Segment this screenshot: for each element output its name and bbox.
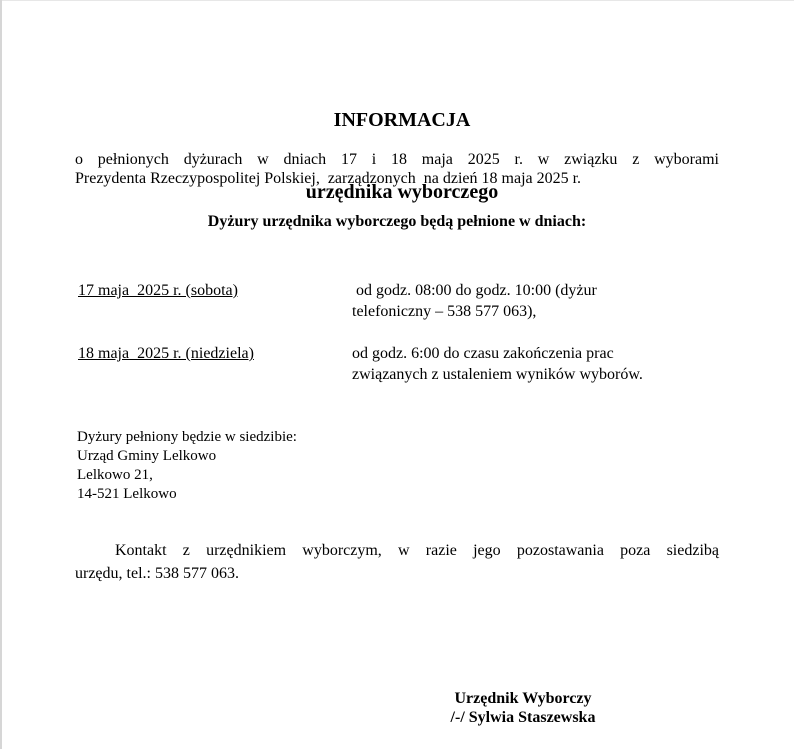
schedule-heading: Dyżury urzędnika wyborczego będą pełnione w dniach:	[207, 213, 587, 230]
schedule-time-sunday-line-1: od godz. 6:00 do czasu zakończenia prac	[352, 345, 614, 362]
title-line-1: INFORMACJA	[333, 109, 471, 131]
title-line-2: urzędnika wyborczego	[305, 181, 499, 203]
intro-paragraph	[75, 150, 719, 188]
schedule-date-sunday: 18 maja 2025 r. (niedziela)	[78, 345, 254, 362]
venue-street: Lelkowo 21,	[77, 467, 153, 483]
schedule-time-saturday-line-1: od godz. 08:00 do godz. 10:00 (dyżur	[352, 282, 597, 299]
venue-block	[77, 428, 297, 504]
intro-line-2: Prezydenta Rzeczypospolitej Polskiej, zarządzonych na dzień 18 maja 2025 r.	[75, 170, 582, 187]
venue-intro: Dyżury pełniony będzie w siedzibie:	[77, 429, 297, 445]
contact-paragraph	[75, 540, 719, 585]
contact-line-2: urzędu, tel.: 538 577 063.	[75, 564, 239, 582]
schedule-time-sunday-line-2: związanych z ustaleniem wyników wyborów.	[352, 366, 643, 383]
schedule-date-saturday: 17 maja 2025 r. (sobota)	[78, 282, 238, 299]
schedule-time-saturday	[352, 280, 742, 322]
schedule-time-sunday	[352, 343, 742, 385]
schedule-time-saturday-line-2: telefoniczny – 538 577 063),	[352, 303, 537, 320]
venue-office-name: Urząd Gminy Lelkowo	[77, 448, 217, 464]
signature-name: /-/ Sylwia Staszewska	[450, 709, 596, 726]
venue-postal-city: 14-521 Lelkowo	[77, 486, 177, 502]
page-left-edge	[0, 0, 2, 749]
signature-block	[398, 689, 648, 727]
contact-line-1: Kontakt z urzędnikiem wyborczym, w razie jego pozostawania poza siedzibą	[115, 542, 719, 559]
page-top-edge	[0, 0, 794, 1]
intro-line-1: o pełnionych dyżurach w dniach 17 i 18 maja 2025 r. w związku z wyborami	[75, 151, 719, 168]
signature-role: Urzędnik Wyborczy	[454, 690, 592, 707]
